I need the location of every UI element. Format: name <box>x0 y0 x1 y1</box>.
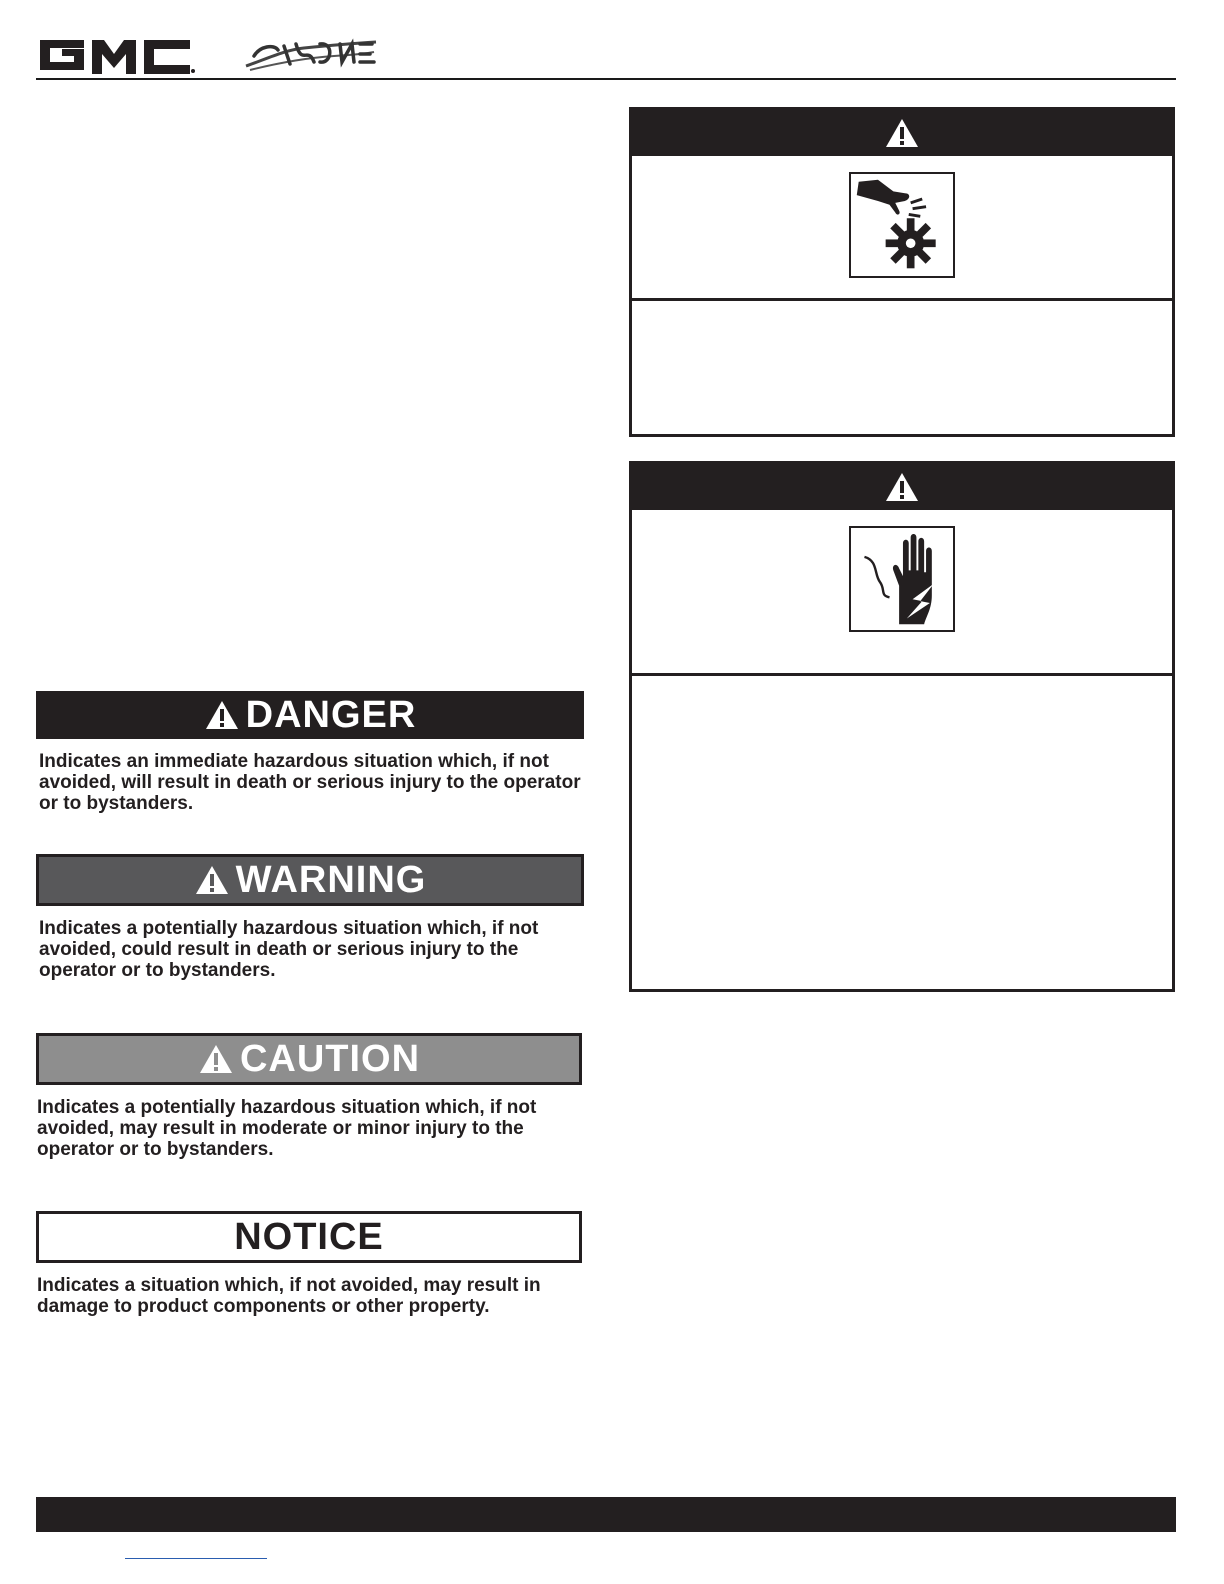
panel-header <box>632 464 1172 510</box>
caution-banner <box>36 1033 582 1085</box>
warning-label: WARNING <box>235 858 427 901</box>
alert-triangle-icon <box>884 471 920 503</box>
hazard-panel-blade <box>629 107 1175 437</box>
footer-bar <box>36 1497 1176 1532</box>
caution-description: Indicates a potentially hazardous situation which, if not avoided, may result in moderate or minor injury to the operator or to bystanders. <box>37 1097 537 1160</box>
syclone-logo <box>244 36 378 74</box>
danger-description: Indicates an immediate hazardous situation which, if not avoided, will result in death or serious injury to the operator or to bystanders. <box>39 751 581 814</box>
notice-banner <box>36 1211 582 1263</box>
warning-signal <box>36 854 584 981</box>
danger-label: DANGER <box>245 693 417 736</box>
notice-description: Indicates a situation which, if not avoided, may result in damage to product components or other property. <box>37 1275 541 1317</box>
caution-signal <box>36 1033 582 1160</box>
alert-triangle-icon <box>884 117 920 149</box>
notice-signal <box>36 1211 582 1317</box>
hazard-panel-shock <box>629 461 1175 992</box>
panel-pictogram-area <box>632 156 1172 301</box>
alert-triangle-icon <box>194 864 230 896</box>
header-rule <box>36 78 1176 80</box>
danger-signal <box>36 691 584 814</box>
danger-banner <box>36 691 584 739</box>
footer-link-underline <box>125 1558 267 1559</box>
warning-banner <box>36 854 584 906</box>
rotating-blade-hand-hazard-icon <box>849 172 955 278</box>
caution-label: CAUTION <box>239 1037 421 1080</box>
gmc-logo <box>36 34 196 74</box>
electric-shock-hand-hazard-icon <box>849 526 955 632</box>
page-header <box>36 30 1176 80</box>
panel-header <box>632 110 1172 156</box>
notice-label: NOTICE <box>234 1215 384 1258</box>
alert-triangle-icon <box>204 699 240 731</box>
warning-description: Indicates a potentially hazardous situation which, if not avoided, could result in death or serious injury to the operator or to bystanders. <box>39 918 539 981</box>
panel-pictogram-area <box>632 510 1172 676</box>
alert-triangle-icon <box>198 1043 234 1075</box>
